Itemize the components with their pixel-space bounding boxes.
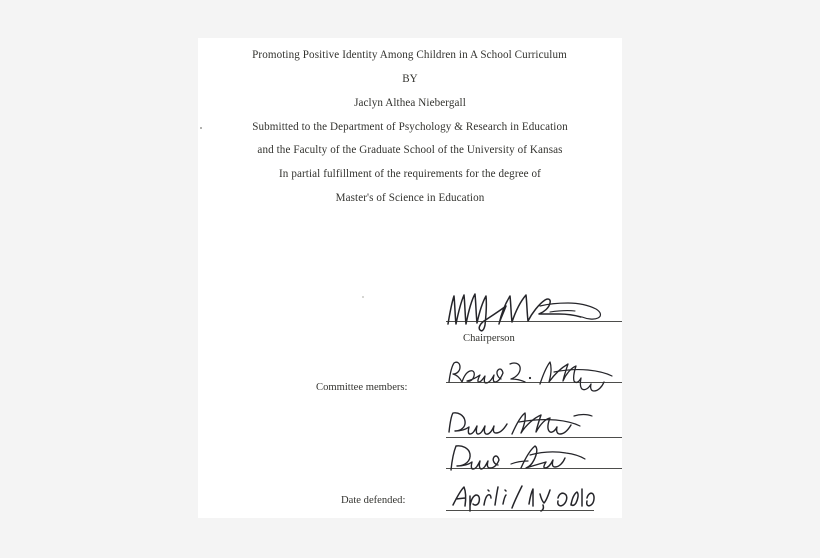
- committee-signature-rule-2: [446, 437, 622, 438]
- doc-submitted-line: Submitted to the Department of Psychology & Research in Education: [252, 121, 568, 133]
- chairperson-label: Chairperson: [463, 333, 515, 344]
- doc-title-line: Promoting Positive Identity Among Children in A School Curriculum: [252, 49, 567, 61]
- date-defended-handwritten-value: [450, 484, 596, 512]
- chairperson-signature-icon: [444, 284, 624, 332]
- doc-faculty-line: and the Faculty of the Graduate School of the University of Kansas: [257, 144, 563, 156]
- doc-by-line: BY: [402, 73, 418, 85]
- doc-degree-line: Master's of Science in Education: [335, 192, 485, 204]
- date-defended-label: Date defended:: [341, 495, 406, 506]
- chairperson-signature-rule: [446, 321, 622, 322]
- committee-signature-1-icon: [446, 358, 624, 392]
- date-defended-rule: [446, 510, 594, 511]
- doc-author-line: Jaclyn Althea Niebergall: [354, 97, 466, 109]
- committee-signature-rule-3: [446, 468, 622, 469]
- committee-members-label: Committee members:: [316, 382, 408, 393]
- committee-signature-rule-1: [446, 382, 622, 383]
- doc-fulfillment-line: In partial fulfillment of the requirements for the degree of: [279, 168, 541, 180]
- scan-speck-icon: [362, 296, 364, 298]
- document-page: [198, 38, 622, 518]
- committee-signature-2-icon: [446, 410, 618, 438]
